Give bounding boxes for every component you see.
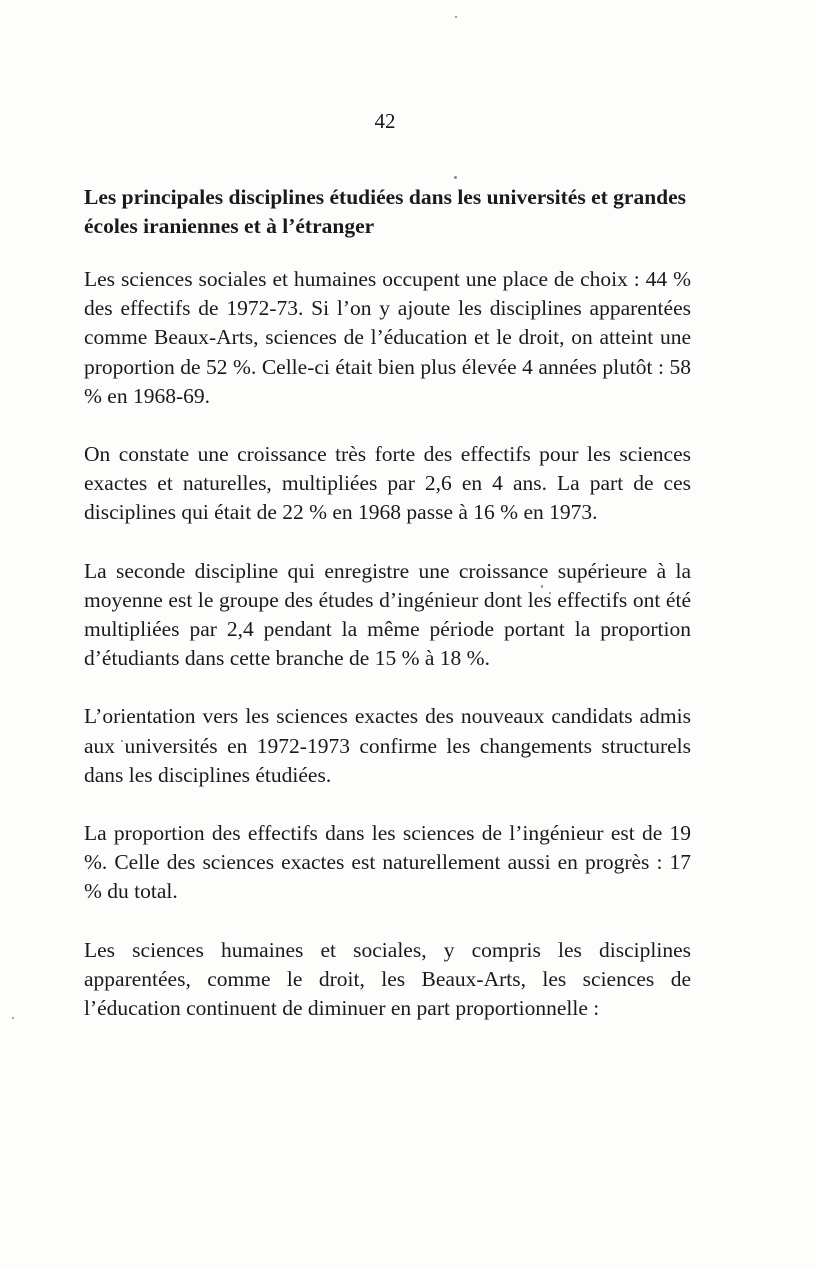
scan-speck: [454, 176, 457, 179]
section-heading: Les principales disciplines étudiées dans les universités et grandes écoles iraniennes et à l’étranger: [84, 185, 687, 238]
page-number: 42: [374, 109, 396, 133]
paragraph: L’orientation vers les sciences exactes des nouveaux candidats admis aux universités en 1972-1973 confirme les changements structurels dans les disciplines étudiées.: [84, 704, 691, 787]
scan-speck: [12, 1017, 14, 1019]
scan-speck: [455, 16, 457, 18]
paragraph: Les sciences sociales et humaines occupent une place de choix : 44 % des effectifs de 1972-73. Si l’on y ajoute les disciplines apparentées comme Beaux-Arts, sciences de l’éducation et le droit, on atteint une proportion de 52 %. Celle-ci était bien plus élevée 4 années plutôt : 58 % en 1968-69.: [84, 267, 691, 408]
paragraph: On constate une croissance très forte des effectifs pour les sciences exactes et naturelles, multipliées par 2,6 en 4 ans. La part de ces disciplines qui était de 22 % en 1968 passe à 16 % en 1973.: [84, 442, 691, 525]
page-body: [84, 183, 691, 1052]
paragraph: Les sciences humaines et sociales, y compris les disciplines apparentées, comme le droit, les Beaux-Arts, les sciences de l’éducation continuent de diminuer en part proportionnelle :: [84, 937, 691, 1021]
paragraph: La proportion des effectifs dans les sciences de l’ingénieur est de 19 %. Celle des sciences exactes est naturellement aussi en progrès : 17 % du total.: [84, 821, 691, 904]
paragraph: La seconde discipline qui enregistre une croissance supérieure à la moyenne est le groupe des études d’ingénieur dont les effectifs ont été multipliées par 2,4 pendant la même période portant la proportion d’étudiants dans cette branche de 15 % à 18 %.: [84, 558, 691, 671]
